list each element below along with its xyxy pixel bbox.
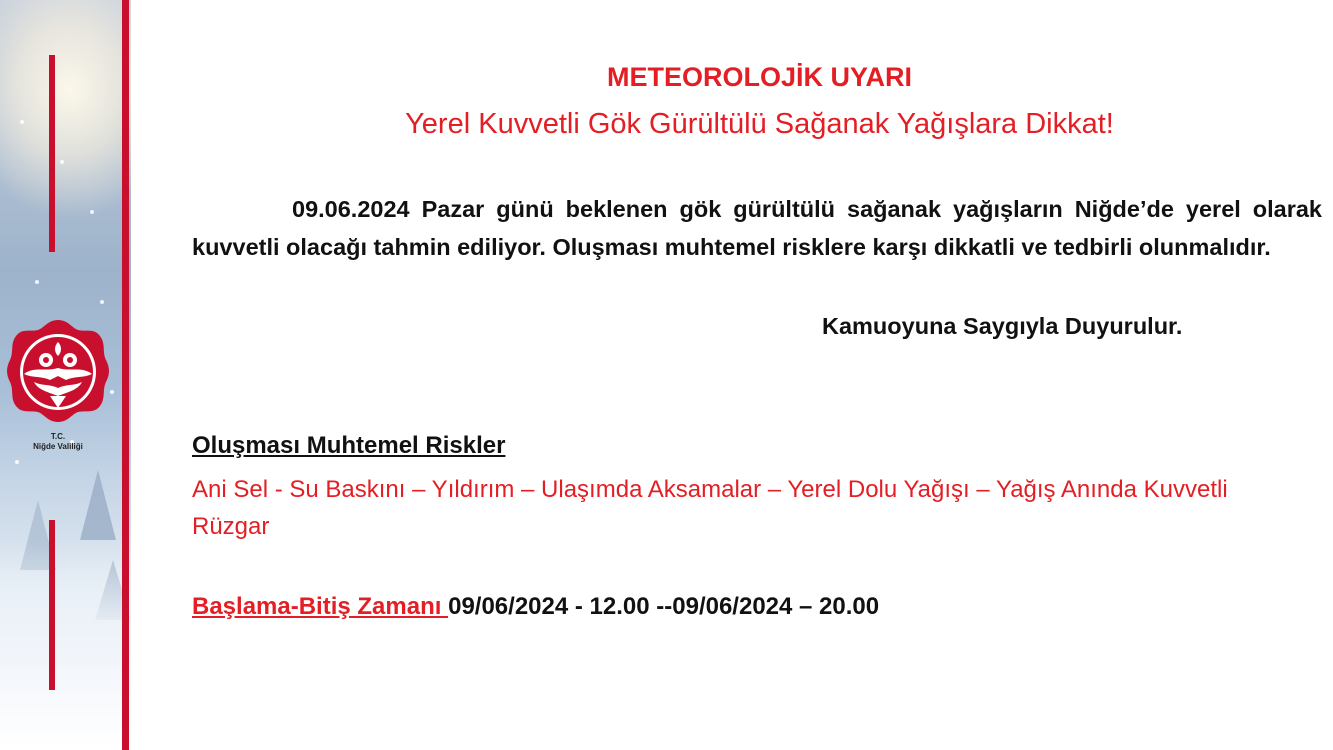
risks-list: Ani Sel - Su Baskını – Yıldırım – Ulaşımda Aksamalar – Yerel Dolu Yağışı – Yağış Anında Kuvvetli Rüzgar	[192, 476, 1228, 540]
snowflake	[100, 300, 104, 304]
red-vertical-stripe	[122, 0, 129, 750]
announcement-closing: Kamuoyuna Saygıyla Duyurulur.	[822, 313, 1183, 339]
snowflake	[60, 160, 64, 164]
announcement-subtitle: Yerel Kuvvetli Gök Gürültülü Sağanak Yağışlara Dikkat!	[405, 108, 1114, 140]
announcement-title: METEOROLOJİK UYARI	[606, 62, 913, 92]
timing-line	[192, 589, 879, 625]
emblem-caption-line2: Niğde Valiliği	[33, 442, 83, 451]
timing-label: Başlama-Bitiş Zamanı	[192, 593, 449, 620]
emblem-caption	[0, 432, 116, 452]
snowy-tree	[80, 470, 116, 540]
snowflake	[15, 460, 19, 464]
red-accent-bar-top	[49, 55, 55, 252]
emblem-caption-line1: T.C.	[50, 432, 66, 441]
risks-heading: Oluşması Muhtemel Riskler	[192, 432, 506, 459]
snowflake	[20, 120, 24, 124]
snowflake	[90, 210, 94, 214]
announcement-body: 09.06.2024 Pazar günü beklenen gök gürültülü sağanak yağışların Niğde’de yerel olarak kuvvetli olacağı tahmin ediliyor. Oluşması muhtemel risklere karşı dikkatli ve tedbirli olunmalıdır.	[192, 196, 1322, 260]
red-accent-bar-bottom	[49, 520, 55, 690]
nigde-valiligi-emblem-icon	[4, 316, 112, 424]
snowflake	[35, 280, 39, 284]
timing-value: 09/06/2024 - 12.00 --09/06/2024 – 20.00	[448, 593, 880, 620]
white-margin-strip	[131, 0, 172, 750]
